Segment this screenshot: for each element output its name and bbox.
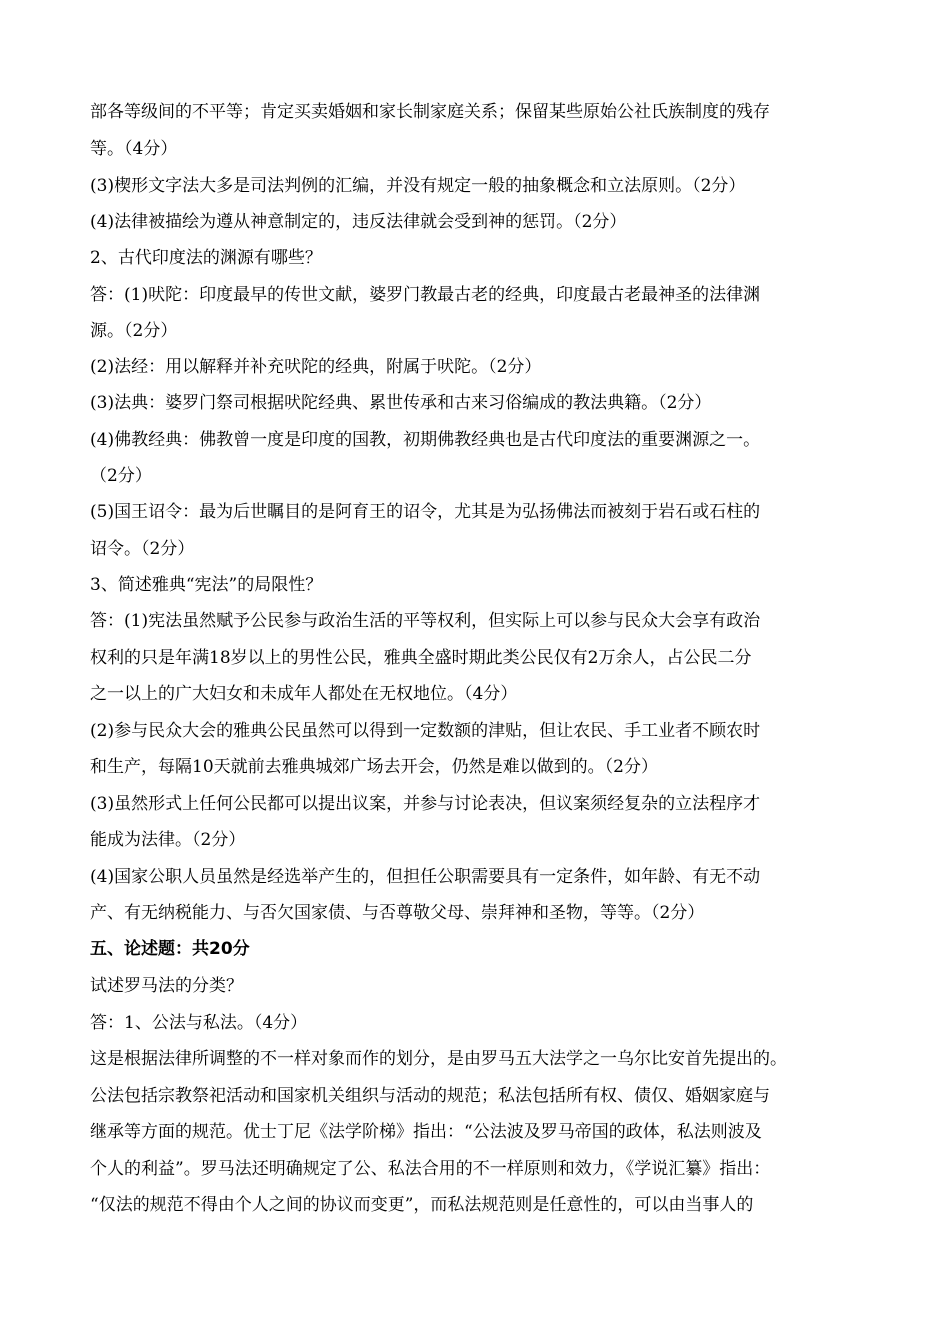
- text-line: (3)虽然形式上任何公民都可以提出议案，并参与讨论表决，但议案须经复杂的立法程序才: [90, 794, 761, 814]
- text-line: (4)佛教经典：佛教曾一度是印度的国教，初期佛教经典也是古代印度法的重要渊源之一。: [90, 430, 761, 450]
- question-heading: 3、简述雅典“宪法”的局限性？: [90, 575, 323, 595]
- text-line: 源。（2分）: [90, 321, 178, 341]
- text-line: 之一以上的广大妇女和未成年人都处在无权地位。（4分）: [90, 684, 518, 704]
- text-line: 能成为法律。（2分）: [90, 830, 246, 850]
- section-heading: 五、论述题：共20分: [90, 939, 250, 959]
- text-line: (2)法经：用以解释并补充吠陀的经典，附属于吠陀。（2分）: [90, 357, 542, 377]
- question-heading: 2、古代印度法的渊源有哪些？: [90, 248, 322, 268]
- text-line: 这是根据法律所调整的不一样对象而作的划分，是由罗马五大法学之一乌尔比安首先提出的。: [90, 1049, 787, 1069]
- text-line: “仅法的规范不得由个人之间的协议而变更”，而私法规范则是任意性的，可以由当事人的: [90, 1195, 754, 1215]
- text-line: 个人的利益”。罗马法还明确规定了公、私法合用的不一样原则和效力，《学说汇纂》指出：: [90, 1159, 771, 1179]
- text-line: 继承等方面的规范。优士丁尼《法学阶梯》指出：“公法波及罗马帝国的政体，私法则波及: [90, 1122, 762, 1142]
- text-line: (4)国家公职人员虽然是经选举产生的，但担任公职需要具有一定条件，如年龄、有无不动: [90, 867, 761, 887]
- text-line: (5)国王诏令：最为后世瞩目的是阿育王的诏令，尤其是为弘扬佛法而被刻于岩石或石柱的: [90, 502, 761, 522]
- text-line: 等。（4分）: [90, 139, 178, 159]
- text-line: (2)参与民众大会的雅典公民虽然可以得到一定数额的津贴，但让农民、手工业者不顾农时: [90, 721, 761, 741]
- text-line: 产、有无纳税能力、与否欠国家债、与否尊敬父母、崇拜神和圣物，等等。（2分）: [90, 903, 705, 923]
- text-line: 答：(1)宪法虽然赋予公民参与政治生活的平等权利，但实际上可以参与民众大会享有政治: [90, 611, 761, 631]
- text-line: (4)法律被描绘为遵从神意制定的，违反法律就会受到神的惩罚。（2分）: [90, 212, 627, 232]
- text-line: 和生产，每隔10天就前去雅典城郊广场去开会，仍然是难以做到的。（2分）: [90, 757, 658, 777]
- text-line: (3)法典：婆罗门祭司根据吠陀经典、累世传承和古来习俗编成的教法典籍。（2分）: [90, 393, 712, 413]
- text-line: 答：(1)吠陀：印度最早的传世文献，婆罗门教最古老的经典，印度最古老最神圣的法律渊: [90, 285, 761, 305]
- question-heading: 试述罗马法的分类？: [90, 976, 243, 996]
- text-line: 答：1、公法与私法。（4分）: [90, 1013, 308, 1033]
- text-line: 部各等级间的不平等；肯定买卖婚姻和家长制家庭关系；保留某些原始公社氏族制度的残存: [90, 102, 770, 122]
- text-line: 公法包括宗教祭祀活动和国家机关组织与活动的规范；私法包括所有权、债仅、婚姻家庭与: [90, 1086, 770, 1106]
- text-line: 诏令。（2分）: [90, 539, 195, 559]
- text-line: （2分）: [90, 466, 152, 486]
- text-line: (3)楔形文字法大多是司法判例的汇编，并没有规定一般的抽象概念和立法原则。（2分）: [90, 176, 746, 196]
- text-line: 权利的只是年满18岁以上的男性公民，雅典全盛时期此类公民仅有2万余人，占公民二分: [90, 648, 752, 668]
